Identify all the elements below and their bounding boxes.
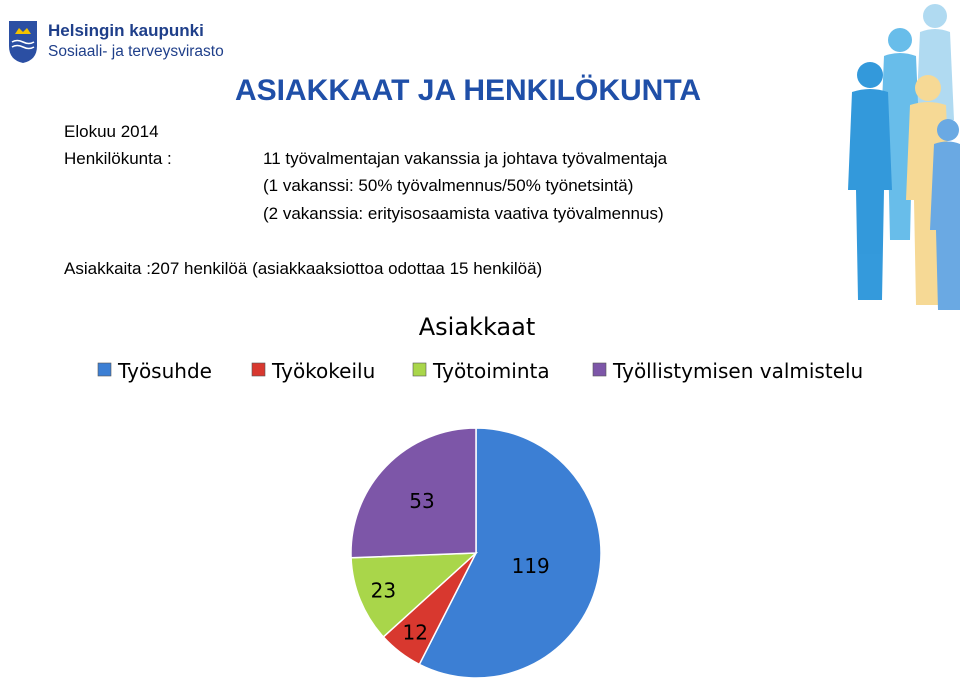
staff-label: Henkilökunta :: [64, 149, 172, 168]
pie-data-label: 12: [402, 620, 429, 645]
clients-line: Asiakkaita :207 henkilöä (asiakkaaksiottoa odottaa 15 henkilöä): [64, 259, 543, 278]
staff-line: 11 työvalmentajan vakanssia ja johtava työvalmentaja: [263, 149, 668, 168]
legend-label: Työsuhde: [118, 359, 212, 383]
legend-label: Työllistymisen valmistelu: [613, 359, 864, 383]
legend-swatch: [413, 363, 426, 376]
staff-line: (2 vakanssia: erityisosaamista vaativa työvalmennus): [263, 204, 664, 223]
pie-slices: [351, 428, 601, 678]
date-label: Elokuu 2014: [64, 122, 159, 141]
city-logo: [8, 18, 228, 68]
logo-line-1: Helsingin kaupunki: [48, 21, 204, 40]
legend-swatch: [252, 363, 265, 376]
legend-label: Työkokeilu: [272, 359, 376, 383]
pie-data-label: 119: [511, 554, 550, 579]
legend-swatch: [593, 363, 606, 376]
chart-title: Asiakkaat: [418, 313, 536, 341]
chart-legend: [98, 359, 863, 383]
pie-chart: [0, 300, 960, 686]
legend-label: Työtoiminta: [433, 359, 550, 383]
city-crest-icon: [8, 20, 38, 64]
pie-data-label: 23: [370, 578, 397, 603]
logo-line-2: Sosiaali- ja terveysvirasto: [48, 43, 224, 60]
legend-swatch: [98, 363, 111, 376]
staff-line: (1 vakanssi: 50% työvalmennus/50% työnetsintä): [263, 176, 634, 195]
pie-data-label: 53: [409, 488, 435, 513]
people-illustration: [820, 0, 960, 315]
page-title: ASIAKKAAT JA HENKILÖKUNTA: [235, 74, 702, 107]
